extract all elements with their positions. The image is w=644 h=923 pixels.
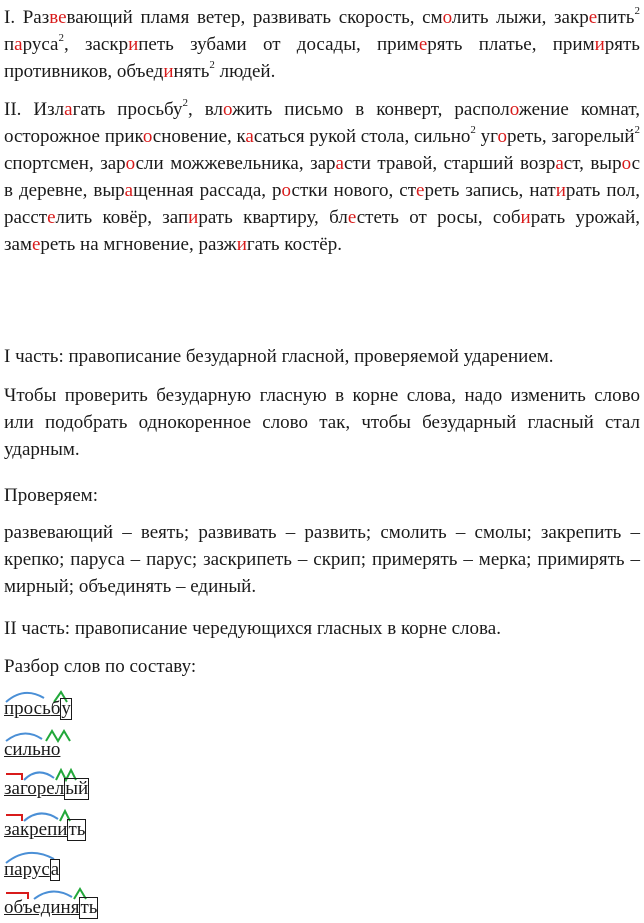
text-segment: нять <box>173 61 210 82</box>
highlighted-letter: а <box>245 126 254 147</box>
check-list: развевающий – веять; развивать – развить; смолить – смолы; закрепить – крепко; паруса – парус; заскрипеть – скрип; примерять – мерка; примирять – мирный; объединять – единый. <box>4 522 640 597</box>
highlighted-letter: в <box>49 7 59 28</box>
text-segment: сновение, к <box>152 126 246 147</box>
superscript-mark: 2 <box>634 123 641 136</box>
highlighted-letter: е <box>418 34 428 55</box>
highlighted-letter: о <box>497 126 507 147</box>
text-segment: реть, загорелый <box>506 126 635 147</box>
morph-word-text <box>4 739 60 761</box>
ending-box: ть <box>80 897 98 918</box>
morpheme-part: я <box>70 897 80 918</box>
highlighted-letter: а <box>64 99 73 120</box>
morpheme-part: о <box>50 739 61 760</box>
text-segment: руса <box>22 34 59 55</box>
check-label: Проверяем: <box>4 485 98 506</box>
text-segment: , заскр <box>63 34 129 55</box>
text-segment: с в деревне, выр <box>4 153 640 201</box>
highlighted-letter: о <box>442 7 452 28</box>
exercise-paragraph-2 <box>4 96 640 258</box>
ending-box: ый <box>65 778 89 799</box>
text-segment: уг <box>475 126 498 147</box>
morpheme-part: за <box>4 819 20 840</box>
morpheme-part: прось <box>4 698 51 719</box>
morpheme-part: един <box>32 897 71 918</box>
morpheme-part: за <box>4 778 20 799</box>
highlighted-letter: а <box>555 153 564 174</box>
highlighted-letter: е <box>347 207 357 228</box>
superscript-mark: 2 <box>634 4 640 17</box>
highlighted-letter: и <box>520 207 531 228</box>
highlighted-letter: а <box>14 34 23 55</box>
morpheme-part: гор <box>19 778 47 799</box>
morpheme-part: ел <box>46 778 65 799</box>
ending-box: а <box>50 859 60 880</box>
part1-heading: I часть: правописание безударной гласной, проверяемой ударением. <box>4 346 554 367</box>
highlighted-letter: а <box>124 180 134 201</box>
text-segment: лить ковёр, зап <box>55 207 189 228</box>
morph-word-zagorely <box>4 764 204 804</box>
highlighted-letter: и <box>163 61 174 82</box>
superscript-mark: 2 <box>58 31 64 44</box>
text-segment: гать просьбу <box>72 99 183 120</box>
text-segment: реть на мгновение, разж <box>40 234 237 255</box>
morph-word-text <box>4 778 89 800</box>
morph-word-text <box>4 859 60 881</box>
text-segment: п <box>4 34 15 55</box>
ending-box: у <box>61 698 71 719</box>
morpheme-part: и <box>57 819 68 840</box>
morpheme-part: парус <box>4 859 50 880</box>
highlighted-letter: о <box>142 126 153 147</box>
highlighted-letter: е <box>58 7 67 28</box>
superscript-mark: 2 <box>209 58 215 71</box>
text-segment: петь зубами от досады, прим <box>138 34 419 55</box>
text-segment: саться рукой стола, сильно <box>253 126 471 147</box>
text-segment: вающий пламя ветер, развивать скорость, см <box>66 7 443 28</box>
superscript-mark: 2 <box>470 123 476 136</box>
highlighted-letter: и <box>555 180 566 201</box>
text-segment: щенная рассада, р <box>133 180 282 201</box>
morph-label: Разбор слов по составу: <box>4 656 197 677</box>
highlighted-letter: и <box>594 34 605 55</box>
highlighted-letter: е <box>588 7 598 28</box>
highlighted-letter: а <box>335 153 344 174</box>
highlighted-letter: и <box>188 207 199 228</box>
text-segment: стеть от росы, соб <box>356 207 521 228</box>
text-segment: рать пол, расст <box>4 180 641 228</box>
text-segment: рать квартиру, бл <box>198 207 348 228</box>
morph-word-silno <box>4 725 204 765</box>
highlighted-letter: е <box>47 207 56 228</box>
superscript-mark: 2 <box>182 96 188 109</box>
text-segment: , вл <box>188 99 223 120</box>
text-segment: спортсмен, зар <box>4 153 126 174</box>
text-segment: ст, выр <box>563 153 622 174</box>
highlighted-letter: и <box>236 234 247 255</box>
morpheme-part: объ <box>4 897 33 918</box>
text-segment: рять противников, объед <box>4 34 640 82</box>
part2-heading: II часть: правописание чередующихся гласных в корне слова. <box>4 618 501 639</box>
text-segment: гать костёр. <box>246 234 342 255</box>
ending-box: ть <box>68 819 86 840</box>
text-segment: пить <box>597 7 635 28</box>
morpheme-part: силь <box>4 739 41 760</box>
text-segment: реть запись, нат <box>424 180 556 201</box>
highlighted-letter: и <box>128 34 139 55</box>
text-segment: сли можжевельника, зар <box>135 153 336 174</box>
morph-word-zakrepit <box>4 805 204 845</box>
morph-word-text <box>4 698 72 720</box>
morph-word-parusa <box>4 845 204 885</box>
morph-word-text <box>4 819 86 841</box>
highlighted-letter: е <box>416 180 425 201</box>
text-segment: I. Раз <box>4 7 50 28</box>
morph-word-obedinyat <box>4 883 204 923</box>
text-segment: жить письмо в конверт, распол <box>232 99 510 120</box>
text-segment: рать урожай, зам <box>4 207 640 255</box>
highlighted-letter: е <box>31 234 41 255</box>
highlighted-letter: о <box>125 153 136 174</box>
exercise-paragraph-1 <box>4 4 640 85</box>
text-segment: II. Изл <box>4 99 65 120</box>
morph-word-prosbu <box>4 684 204 724</box>
text-segment: рять платье, прим <box>427 34 595 55</box>
text-segment: сти травой, старший возр <box>343 153 556 174</box>
highlighted-letter: о <box>281 180 292 201</box>
highlighted-letter: о <box>621 153 632 174</box>
text-segment: стки нового, ст <box>291 180 417 201</box>
text-segment: лить лыжи, закр <box>451 7 589 28</box>
morph-word-text <box>4 897 98 919</box>
morpheme-part: б <box>50 698 61 719</box>
morpheme-part: н <box>40 739 51 760</box>
morpheme-part: креп <box>19 819 58 840</box>
highlighted-letter: о <box>509 99 519 120</box>
rule-text: Чтобы проверить безударную гласную в корне слова, надо изменить слово или подобрать однокоренное слово так, чтобы безударный гласный стал ударным. <box>4 385 640 460</box>
text-segment: жение комнат, осторожное прик <box>4 99 640 147</box>
text-segment: людей. <box>214 61 276 82</box>
highlighted-letter: о <box>222 99 233 120</box>
